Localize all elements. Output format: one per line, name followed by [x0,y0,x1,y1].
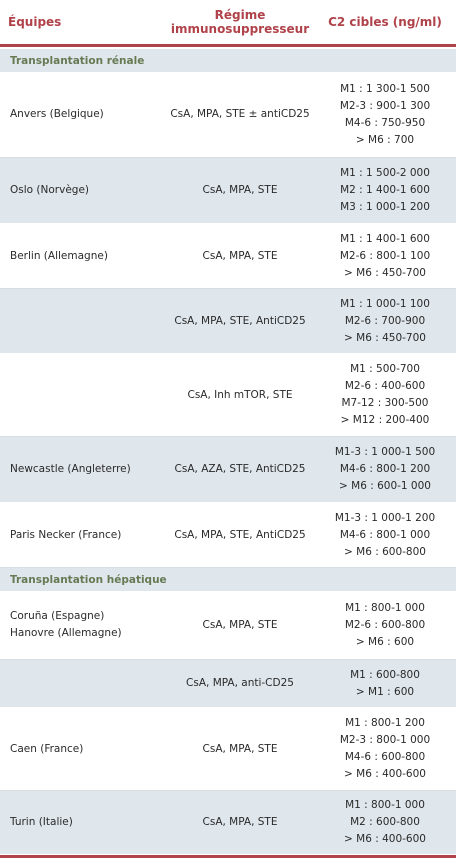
regimen-text: CsA, MPA, STE, AntiCD25 [174,314,306,327]
regimen-text: CsA, MPA, STE [202,618,278,631]
team-cell [10,289,160,353]
section-header: Transplantation hépatique [0,568,456,591]
team-name: Newcastle (Angleterre) [10,463,131,475]
team-name: Hanovre (Allemagne) [10,627,122,639]
team-name: Coruña (Espagne) [10,610,105,622]
c2-target-line: M1-3 : 1 000-1 200 [334,511,436,524]
regimen-text: CsA, MPA, STE, AntiCD25 [174,528,306,541]
c2-target-cell [320,158,450,223]
team-cell [10,708,160,790]
c2-target-line: M4-6 : 600-800 [344,751,426,763]
c2-target-cell [320,591,450,659]
c2-target-cell [320,354,450,436]
c2-target-line: > M6 : 450-700 [344,331,426,344]
regimen-text: CsA, MPA, STE [202,184,278,196]
c2-target-line: > M6 : 400-600 [344,833,426,845]
c2-target-cell [320,289,450,353]
c2-target-line: M2-6 : 600-800 [344,618,426,631]
c2-target-cell [320,224,450,288]
c2-target-line: M1 : 1 400-1 600 [340,232,430,245]
c2-target-cell [320,660,450,707]
table-row [0,660,456,708]
table-row [0,437,456,503]
table-row [0,591,456,660]
section-header: Transplantation rénale [0,49,456,72]
c2-target-line: M2-6 : 800-1 100 [339,249,431,262]
team-cell [10,224,160,288]
c2-target-line: M1 : 800-1 200 [345,717,425,729]
team-cell [10,503,160,567]
c2-target-cell [320,791,450,854]
c2-target-line: M1-3 : 1 000-1 500 [334,446,436,458]
c2-target-cell [320,503,450,567]
team-cell [10,72,160,157]
c2-target-line: > M6 : 600-800 [344,545,426,558]
c2-target-line: M1 : 1 300-1 500 [340,82,430,95]
team-cell [10,437,160,502]
team-name: Anvers (Belgique) [10,108,104,120]
table-row [0,224,456,289]
c2-target-line: > M6 : 600 [355,635,415,648]
header-c2-targets: C2 cibles (ng/ml) [328,15,442,29]
c2-target-cell [320,437,450,502]
regimen-cell [160,791,320,854]
regimen-cell [160,437,320,502]
c2-target-line: M2 : 600-800 [350,816,420,828]
c2-target-line: M7-12 : 300-500 [341,397,429,409]
regimen-cell [160,660,320,707]
c2-target-line: M1 : 800-1 000 [345,799,425,811]
c2-target-cell [320,708,450,790]
c2-target-cell [320,72,450,157]
c2-target-line: M3 : 1 000-1 200 [340,201,430,213]
team-cell [10,660,160,707]
team-name: Berlin (Allemagne) [10,249,108,262]
regimen-text: CsA, MPA, STE [202,742,278,755]
c2-target-line: M2 : 1 400-1 600 [340,184,430,196]
c2-target-line: M4-6 : 800-1 200 [339,463,431,475]
c2-target-line: M1 : 800-1 000 [345,601,425,614]
c2-target-line: M1 : 500-700 [350,363,420,375]
team-name: Turin (Italie) [10,816,73,828]
team-cell [10,158,160,223]
regimen-cell [160,224,320,288]
regimen-text: CsA, Inh mTOR, STE [187,388,293,401]
c2-target-line: M1 : 1 500-2 000 [340,167,430,179]
c2-target-line: M2-3 : 900-1 300 [339,99,431,112]
team-cell [10,591,160,659]
team-cell [10,791,160,854]
c2-target-line: > M6 : 600-1 000 [339,480,431,492]
table-row [0,72,456,158]
c2-target-line: > M12 : 200-400 [340,414,430,426]
header-regimen: Régime immunosuppresseur [170,8,310,36]
regimen-text: CsA, MPA, anti-CD25 [186,677,294,689]
c2-target-line: M1 : 1 000-1 100 [340,297,430,310]
regimen-cell [160,72,320,157]
team-name: Paris Necker (France) [10,528,122,541]
regimen-cell [160,503,320,567]
header-teams: Équipes [8,15,62,29]
c2-target-line: M2-6 : 400-600 [344,380,426,392]
c2-target-line: M2-3 : 800-1 000 [339,734,431,746]
regimen-text: CsA, AZA, STE, AntiCD25 [174,463,306,475]
regimen-cell [160,354,320,436]
c2-target-line: > M6 : 700 [355,133,415,146]
c2-target-line: M1 : 600-800 [350,668,420,681]
c2-target-line: M4-6 : 800-1 000 [339,528,431,541]
c2-target-line: > M6 : 400-600 [344,768,426,780]
table-header [0,0,456,47]
table-row [0,158,456,224]
table-row [0,791,456,855]
c2-target-line: > M1 : 600 [355,685,415,698]
regimen-cell [160,289,320,353]
table-row [0,289,456,354]
team-name: Oslo (Norvège) [10,184,90,196]
regimen-text: CsA, MPA, STE [202,249,278,262]
c2-target-line: M4-6 : 750-950 [344,116,426,129]
team-name: Caen (France) [10,742,84,755]
table-row [0,354,456,437]
table-row [0,503,456,568]
regimen-cell [160,708,320,790]
c2-target-line: M2-6 : 700-900 [344,314,426,327]
regimen-cell [160,158,320,223]
regimen-cell [160,591,320,659]
table-row [0,708,456,791]
regimen-text: CsA, MPA, STE [202,816,278,828]
c2-target-line: > M6 : 450-700 [344,266,426,279]
regimen-text: CsA, MPA, STE ± antiCD25 [170,108,310,120]
team-cell [10,354,160,436]
